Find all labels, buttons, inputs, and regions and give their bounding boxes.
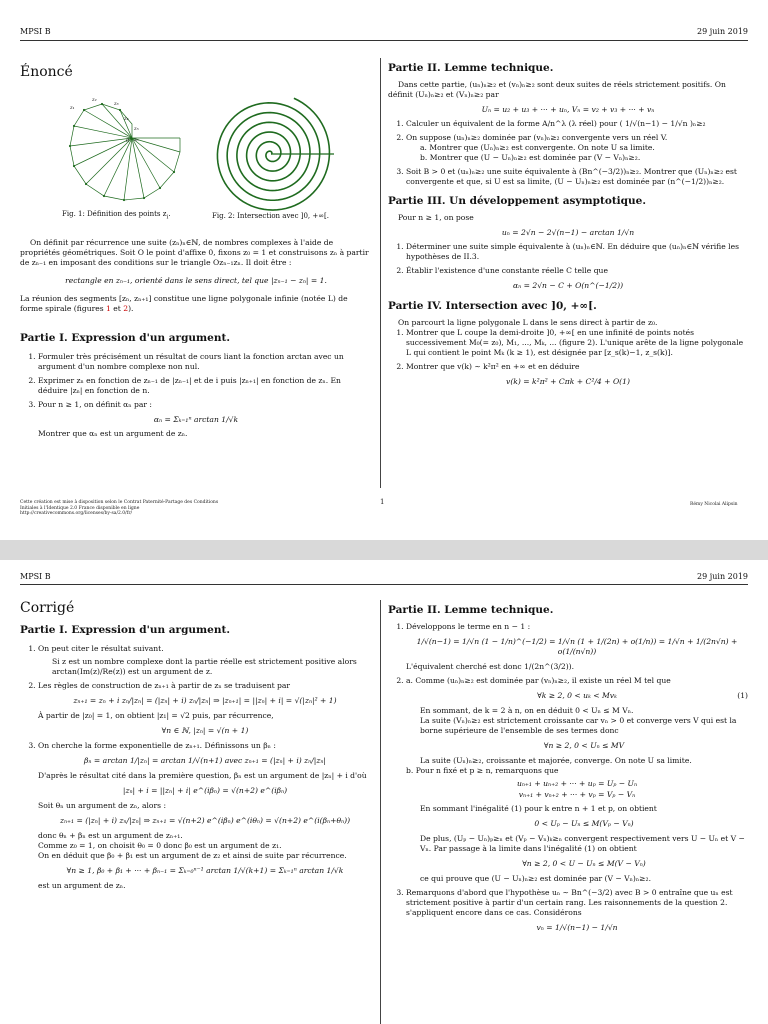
corr-part2-item-1 bbox=[406, 622, 748, 672]
corr-part2-item-3 bbox=[406, 888, 748, 933]
figure-1-caption: Fig. 1: Définition des points $z_i$. bbox=[62, 210, 171, 221]
corr-part1-item-1 bbox=[38, 644, 372, 677]
corr-ii2a: a. Comme (uₙ)ₙ≥₂ est dominée par (vₙ)ₙ≥₂, il existe un réel M tel que bbox=[406, 676, 671, 685]
corr-ii2b-b: En sommant l'inégalité (1) pour k entre n + 1 et p, on obtient bbox=[420, 804, 657, 813]
figure-2-ref-link[interactable]: 2 bbox=[123, 304, 129, 313]
part1-heading: Partie I. Expression d'un argument. bbox=[20, 332, 230, 344]
corr-ii2a-b: En sommant, de k = 2 à n, on en déduit 0 < Uₙ ≤ M Vₙ. bbox=[420, 706, 634, 715]
corr-ii2b-eq3: 0 < Uₚ − Uₙ ≤ M(Vₚ − Vₙ) bbox=[534, 819, 634, 828]
corr-part1-item-2 bbox=[38, 681, 372, 736]
corr-i3-b: D'après le résultat cité dans la première question, βₙ est un argument de |zₙ| + i d'où bbox=[38, 771, 367, 780]
corr-i3-g: est un argument de zₙ. bbox=[38, 881, 126, 890]
corr-i3-e: Comme z₀ = 1, on choisit θ₀ = 0 donc β₀ est un argument de z₁. bbox=[38, 841, 282, 850]
fig1-label-z1: z₁ bbox=[70, 105, 75, 111]
corr-ii3: Remarquons d'abord que l'hypothèse uₙ ∼ Bn^(−3/2) avec B > 0 entraîne que uₙ est strictement positive à partir d'un certain rang. Les raisonnements de la question 2. s'appliquent encore dans ce cas. Considérons bbox=[406, 888, 733, 917]
corr-part1-heading: Partie I. Expression d'un argument. bbox=[20, 624, 230, 636]
part3-list bbox=[388, 242, 748, 276]
part2-equation: Uₙ = u₂ + u₃ + ··· + uₙ, Vₙ = v₂ + v₃ + ··· + vₙ bbox=[481, 105, 655, 114]
corr-i3: On cherche la forme exponentielle de zₙ₊₁. Définissons un βₙ : bbox=[38, 741, 276, 750]
left-column-2 bbox=[20, 600, 372, 895]
part2-heading: Partie II. Lemme technique. bbox=[388, 62, 554, 74]
part1-item-3: 3. Pour n ≥ 1, on définit αₙ par : bbox=[38, 400, 372, 410]
equation-number-1: (1) bbox=[737, 691, 748, 700]
header-left: MPSI B bbox=[20, 27, 51, 36]
alpha-show: Montrer que αₙ est un argument de zₙ. bbox=[38, 429, 188, 438]
part1-item-1: 1. Formuler très précisément un résultat de cours liant la fonction arctan avec un argument d'un nombre complexe non nul. bbox=[38, 352, 372, 372]
corr-part2-heading: Partie II. Lemme technique. bbox=[388, 604, 554, 616]
corr-ii3-eq: vₙ = 1/√(n−1) − 1/√n bbox=[536, 923, 618, 932]
figure-1-ref-link[interactable]: 1 bbox=[106, 304, 111, 313]
part3-item-2: 2. Établir l'existence d'une constante réelle C telle que bbox=[406, 266, 748, 276]
corr-part1-list bbox=[20, 644, 372, 891]
corr-part1-item-3 bbox=[38, 741, 372, 891]
corr-ii2b-eq2: vₙ₊₁ + vₙ₊₂ + ··· + vₚ = Vₚ − Vₙ bbox=[518, 790, 636, 799]
part2-item-1: 1. Calculer un équivalent de la forme A/n^λ (λ réel) pour ( 1/√(n−1) − 1/√n )ₙ≥₂ bbox=[406, 119, 748, 129]
header-date-2: 29 juin 2019 bbox=[697, 572, 748, 581]
part4-equation: v(k) = k²π² + Cπk + C²/4 + O(1) bbox=[506, 377, 630, 386]
part3-heading: Partie III. Un développement asymptotique. bbox=[388, 195, 646, 207]
corr-ii2a-c: La suite (Vₙ)ₙ≥₂ est strictement croissante car vₙ > 0 et converge vers V qui est la borne supérieure de l'ensemble de ses termes donc bbox=[420, 716, 737, 735]
corr-i2-eq2: ∀n ∈ ℕ, |zₙ| = √(n + 1) bbox=[161, 726, 249, 735]
fig1-label-z2: z₂ bbox=[92, 97, 97, 103]
fig1-label-z3: z₃ bbox=[114, 101, 119, 107]
part2-item-3: 3. Soit B > 0 et (uₙ)ₙ≥₂ une suite équivalente à (Bn^(−3/2))ₙ≥₂. Montrer que (Uₙ)ₙ≥₂ est convergente et que, si U est sa limite, (U − Uₙ)ₙ≥₂ est dominée par (n^(−1/2))ₙ≥₂. bbox=[406, 167, 748, 187]
corr-ii2b-c: De plus, (Uₚ − Uₙ)ₚ≥ₙ et (Vₚ − Vₙ)ₖ≥ₙ convergent respectivement vers U − Uₙ et V − Vₙ. Par passage à la limite dans l'inégalité (1) on obtient bbox=[420, 834, 745, 853]
corr-i2-b: À partir de |z₀| = 1, on obtient |z₁| = √2 puis, par récurrence, bbox=[38, 711, 274, 720]
part4-list bbox=[388, 328, 748, 372]
part2-item-2 bbox=[406, 133, 748, 163]
page-header bbox=[20, 27, 748, 36]
page-title: Énoncé bbox=[20, 64, 73, 80]
part2-intro: Dans cette partie, (uₙ)ₙ≥₂ et (vₙ)ₙ≥₂ sont deux suites de réels strictement positifs. On définit (Uₙ)ₙ≥₂ et (Vₙ)ₙ≥₂ par bbox=[388, 80, 726, 99]
fig1-caption-sub: i bbox=[166, 214, 169, 221]
figure-1-polygon-spiral bbox=[62, 96, 192, 208]
corr-i3-eq4: ∀n ≥ 1, β₀ + β₁ + ··· + βₙ₋₁ = Σₖ₌₀ⁿ⁻¹ arctan 1/√(k+1) = Σₖ₌₁ⁿ arctan 1/√k bbox=[66, 866, 344, 875]
corr-ii2b-eq1: uₙ₊₁ + uₙ₊₂ + ··· + uₚ = Uₚ − Uₙ bbox=[516, 779, 638, 788]
corr-i1-detail: Si z est un nombre complexe dont la partie réelle est strictement positive alors arctan(Im(z)/Re(z)) est un argument de z. bbox=[52, 657, 357, 676]
fig1-origin-label: 0 bbox=[126, 138, 130, 144]
corr-i3-d: donc θₙ + βₙ est un argument de zₙ₊₁. bbox=[38, 831, 183, 840]
fig1-label-z5: z₅ bbox=[134, 126, 139, 132]
part3-intro: Pour n ≥ 1, on pose bbox=[398, 213, 474, 222]
corr-i1: On peut citer le résultat suivant. bbox=[38, 644, 164, 653]
corr-ii2a-eq2: ∀n ≥ 2, 0 < Uₙ ≤ MV bbox=[543, 741, 625, 750]
figure-2-spiral bbox=[206, 94, 336, 214]
part4-heading: Partie IV. Intersection avec ]0, +∞[. bbox=[388, 300, 597, 312]
corr-ii2a-eq-row bbox=[406, 691, 748, 701]
reunion-paragraph bbox=[20, 294, 372, 314]
left-column bbox=[20, 64, 372, 80]
part1-item-2: 2. Exprimer zₙ en fonction de zₙ₋₁ de |zₙ₋₁| et de i puis |zₙ₊₁| en fonction de zₙ. En déduire |zₙ| en fonction de n. bbox=[38, 376, 372, 396]
column-divider bbox=[380, 58, 381, 488]
reunion-text-b: ). bbox=[128, 304, 134, 313]
part2-item-2-text: On suppose (uₙ)ₙ≥₂ dominée par (vₙ)ₙ≥₂ convergente vers un réel V. bbox=[406, 133, 668, 142]
part3-equation-2: αₙ = 2√n − C + O(n^(−1/2)) bbox=[512, 281, 624, 290]
conditions-line: rectangle en zₙ₋₁, orienté dans le sens direct, tel que |zₙ₋₁ − zₙ| = 1. bbox=[65, 276, 327, 285]
header-rule bbox=[20, 40, 748, 41]
corr-ii1-b: L'équivalent cherché est donc 1/(2n^(3/2)). bbox=[406, 662, 575, 671]
fig1-label-z4: z₄ bbox=[124, 116, 129, 122]
corr-part2-item-2 bbox=[406, 676, 748, 884]
corr-ii2b-eq4: ∀n ≥ 2, 0 < U − Uₙ ≤ M(V − Vₙ) bbox=[522, 859, 646, 868]
corr-i3-f: On en déduit que β₀ + β₁ est un argument de z₂ et ainsi de suite par récurrence. bbox=[38, 851, 347, 860]
header-rule-2 bbox=[20, 584, 748, 585]
corr-ii2b: b. Pour n fixé et p ≥ n, remarquons que bbox=[406, 766, 559, 775]
part3-item-1: 1. Déterminer une suite simple équivalente à (uₙ)ₙ∈ℕ. En déduire que (uₙ)ₙ∈ℕ vérifie les hypothèses de II.3. bbox=[406, 242, 748, 262]
right-column bbox=[388, 62, 748, 391]
corr-i2: Les règles de construction de zₙ₊₁ à partir de zₙ se traduisent par bbox=[38, 681, 291, 690]
corr-i3-c: Soit θₙ un argument de zₙ, alors : bbox=[38, 801, 167, 810]
figure-2-caption: Fig. 2: Intersection avec ]0, +∞[. bbox=[212, 212, 329, 220]
part4-intro: On parcourt la ligne polygonale L dans le sens direct à partir de z₀. bbox=[398, 318, 658, 327]
corr-i2-eq: zₙ₊₁ = zₙ + i zₙ/|zₙ| = (|zₙ| + i) zₙ/|zₙ| ⇒ |zₙ₊₁| = ||zₙ| + i| = √(|zₙ|² + 1) bbox=[73, 696, 337, 705]
part3-equation: uₙ = 2√n − 2√(n−1) − arctan 1/√n bbox=[501, 228, 635, 237]
reunion-text-and: et bbox=[110, 304, 124, 313]
part2-sub-b: b. Montrer que (U − Uₙ)ₙ≥₂ est dominée par (V − Vₙ)ₙ≥₂. bbox=[420, 153, 641, 162]
corr-ii2a-d: La suite (Uₙ)ₙ≥₂, croissante et majorée, converge. On note U sa limite. bbox=[420, 756, 692, 765]
alpha-definition: αₙ = Σₖ₌₁ⁿ arctan 1/√k bbox=[153, 415, 239, 424]
page-2 bbox=[0, 560, 768, 1024]
author-footer: Rémy Nicolai Alipsin bbox=[690, 502, 738, 507]
corr-ii2b-d: ce qui prouve que (U − Uₙ)ₙ≥₂ est dominée par (V − Vₙ)ₙ≥₂. bbox=[420, 874, 651, 883]
column-divider-2 bbox=[380, 600, 381, 1024]
corr-ii1-eq: 1/√(n−1) = 1/√n (1 − 1/n)^(−1/2) = 1/√n (1 + 1/(2n) + o(1/n)) = 1/√n + 1/(2n√n) + o(1/(n√n)) bbox=[416, 637, 738, 656]
reunion-text-a: La réunion des segments [zₙ, zₙ₊₁] constitue une ligne polygonale infinie (notée L) de forme spirale (figures bbox=[20, 294, 348, 313]
page-number: 1 bbox=[380, 498, 385, 506]
left-text-block bbox=[20, 238, 372, 439]
corr-i3-eq: βₙ = arctan 1/|zₙ| = arctan 1/√(n+1) avec zₙ₊₁ = (|zₙ| + i) zₙ/|zₙ| bbox=[84, 756, 326, 765]
part4-item-2: 2. Montrer que v(k) ∼ k²π² en +∞ et en déduire bbox=[406, 362, 748, 372]
page-title-2: Corrigé bbox=[20, 600, 75, 616]
fig1-caption-text: Fig. 1: Définition des points z bbox=[62, 210, 167, 218]
corr-part2-list bbox=[388, 622, 748, 933]
header-left-2: MPSI B bbox=[20, 572, 51, 581]
part2-sub-a: a. Montrer que (Uₙ)ₙ≥₂ est convergente. On note U sa limite. bbox=[420, 143, 655, 152]
corr-i3-eq3: zₙ₊₁ = (|zₙ| + i) zₙ/|zₙ| ⇒ zₙ₊₁ = √(n+2) e^(iβₙ) e^(iθₙ) = √(n+2) e^(i(βₙ+θₙ)) bbox=[59, 816, 351, 825]
part4-item-1: 1. Montrer que L coupe la demi-droite ]0, +∞[ en une infinité de points notés successivement M₀(= z₀), M₁, ..., Mₖ, ... (figure 2). L'unique arête de la ligne polygonale L qui contient le point Mₖ (k ≥ 1), est désignée par [z_s(k)−1, z_s(k)]. bbox=[406, 328, 748, 358]
part1-list bbox=[20, 352, 372, 410]
right-column-2 bbox=[388, 604, 748, 938]
corr-ii2a-eq: ∀k ≥ 2, 0 < uₖ < Mvₖ bbox=[537, 691, 617, 700]
fig1-label-z6: z₆ bbox=[134, 137, 139, 143]
license-footer: Cette création est mise à disposition selon le Contrat Paternité-Partage des Conditions Initiales à l'Identique 2.0 France disponible en ligne http://creativecommons.org/licenses/by-sa/2.0/fr/ bbox=[20, 500, 219, 516]
corr-ii1: Développons le terme en n − 1 : bbox=[406, 622, 531, 631]
header-date: 29 juin 2019 bbox=[697, 27, 748, 36]
intro-paragraph: On définit par récurrence une suite (zₙ)ₙ∈ℕ, de nombres complexes à l'aide de propriétés géométriques. Soit O le point d'affixe 0, fixons z₀ = 1 et construisons zₙ à partir de zₙ₋₁ en imposant des conditions sur le triangle Ozₙ₋₁zₙ. Il doit être : bbox=[20, 238, 369, 267]
part2-list bbox=[388, 119, 748, 187]
page-header-2 bbox=[20, 572, 748, 581]
corr-i3-eq2: |zₙ| + i = ||zₙ| + i| e^(iβₙ) = √(n+2) e^(iβₙ) bbox=[122, 786, 288, 795]
